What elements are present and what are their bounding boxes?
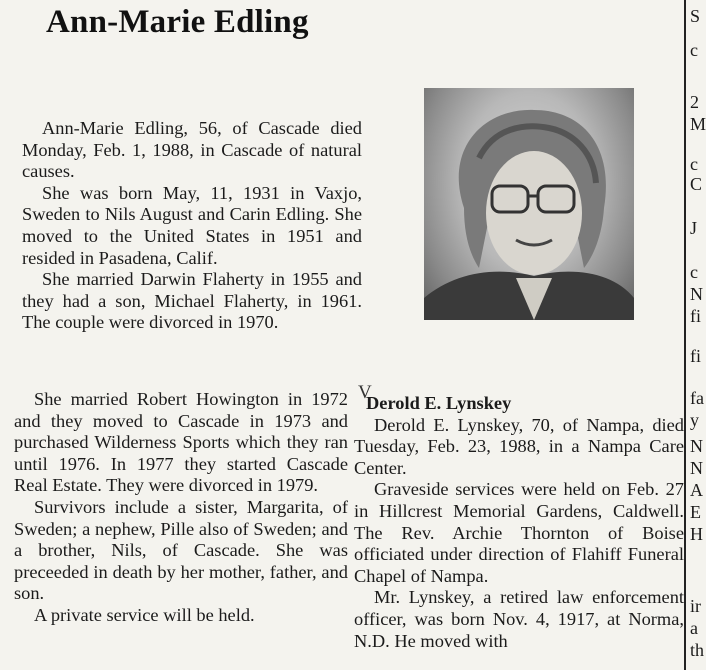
- paragraph: She married Darwin Flaherty in 1955 and they had a son, Michael Flaherty, in 1961. The couple were divorced in 1970.: [22, 269, 362, 333]
- obituary-edling-column-top: [22, 118, 362, 334]
- adjacent-column-fragment: [688, 0, 706, 670]
- fragment-text: E: [690, 502, 701, 522]
- paragraph: Ann-Marie Edling, 56, of Cascade died Monday, Feb. 1, 1988, in Cascade of natural causes.: [22, 118, 362, 182]
- check-mark: V: [358, 382, 372, 403]
- obituary-edling-column-bottom: [14, 389, 348, 627]
- paragraph: She was born May, 11, 1931 in Vaxjo, Sweden to Nils August and Carin Edling. She moved to the United States in 1951 and resided in Pasadena, Calif.: [22, 182, 362, 268]
- fragment-text: N: [690, 284, 703, 304]
- fragment-text: y: [690, 410, 699, 430]
- fragment-text: fa: [690, 388, 704, 408]
- obituary-lynskey-column: [354, 393, 684, 652]
- fragment-text: M: [690, 114, 706, 134]
- fragment-text: c: [690, 154, 698, 174]
- fragment-text: ir: [690, 596, 701, 616]
- portrait-photo: [424, 88, 634, 320]
- fragment-text: A: [690, 480, 703, 500]
- paragraph: Survivors include a sister, Margarita, of Sweden; a nephew, Pille also of Sweden; and a brother, Nils, of Cascade. She was preceeded in death by her mother, father, and son.: [14, 496, 348, 604]
- paragraph: She married Robert Howington in 1972 and they moved to Cascade in 1973 and purchased Wilderness Sports which they ran until 1976. In 1977 they started Cascade Real Estate. They were divorced in 1979.: [14, 389, 348, 496]
- fragment-text: fi: [690, 346, 701, 366]
- paragraph: Mr. Lynskey, a retired law enforcement officer, was born Nov. 4, 1917, at Norma, N.D. He moved with: [354, 587, 684, 651]
- fragment-text: a: [690, 618, 698, 638]
- paragraph: Derold E. Lynskey, 70, of Nampa, died Tuesday, Feb. 23, 1988, in a Nampa Care Center.: [354, 414, 684, 478]
- fragment-text: c: [690, 40, 698, 60]
- fragment-text: H: [690, 524, 703, 544]
- fragment-text: fi: [690, 306, 701, 326]
- fragment-text: J: [690, 218, 698, 238]
- fragment-text: 2: [690, 92, 699, 112]
- fragment-text: N: [690, 458, 703, 478]
- paragraph: A private service will be held.: [34, 604, 255, 625]
- obituary-headline: Ann-Marie Edling: [46, 4, 309, 40]
- fragment-text: C: [690, 174, 703, 194]
- fragment-text: th: [690, 640, 705, 660]
- fragment-text: N: [690, 436, 703, 456]
- portrait-drawing: [424, 88, 634, 320]
- paragraph: Graveside services were held on Feb. 27 in Hillcrest Memorial Gardens, Caldwell. The Rev. Archie Thornton of Boise officiated under direction of Flahiff Funeral Chapel of Nampa.: [354, 479, 684, 586]
- fragment-text: S: [690, 6, 701, 26]
- obituary-subheading: Derold E. Lynskey: [366, 393, 512, 413]
- fragment-text: c: [690, 262, 698, 282]
- column-rule: [684, 0, 686, 670]
